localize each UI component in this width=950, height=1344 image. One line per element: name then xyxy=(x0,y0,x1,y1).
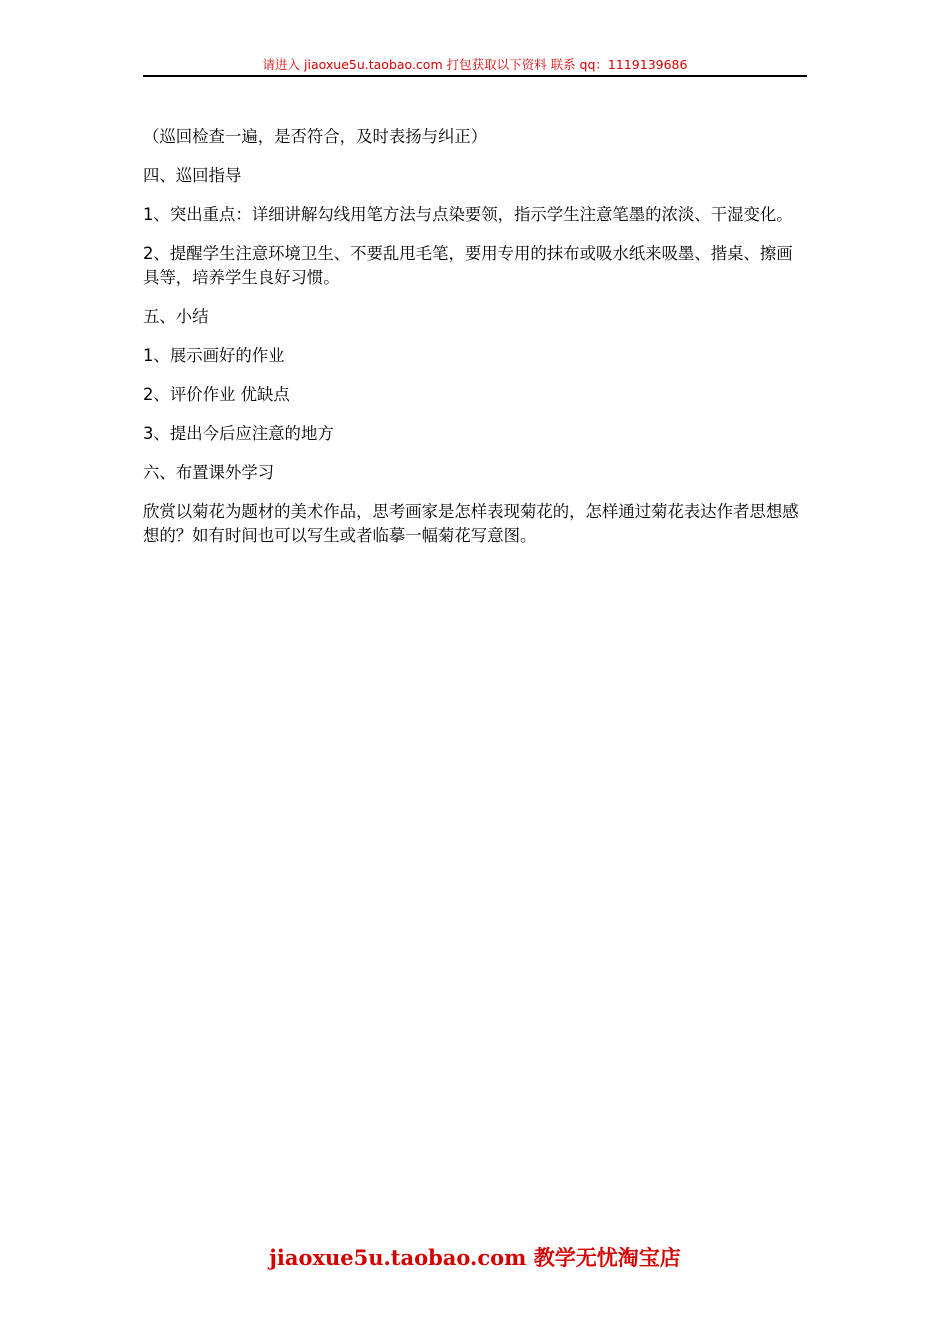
header-text: 请进入 jiaoxue5u.taobao.com 打包获取以下资料 联系 qq：1119139686 xyxy=(262,57,688,72)
paragraph-guidance-1: 1、突出重点：详细讲解勾线用笔方法与点染要领，指示学生注意笔墨的浓淡、干湿变化。 xyxy=(143,205,793,224)
section-heading-summary: 五、小结 xyxy=(143,307,209,326)
paragraph-patrol-check: （巡回检查一遍，是否符合，及时表扬与纠正） xyxy=(143,127,488,146)
footer-text: jiaoxue5u.taobao.com 教学无忧淘宝店 xyxy=(269,1245,681,1270)
section-heading-homework: 六、布置课外学习 xyxy=(143,463,275,482)
paragraph-homework: 欣赏以菊花为题材的美术作品，思考画家是怎样表现菊花的，怎样通过菊花表达作者思想感想的？如有时间也可以写生或者临摹一幅菊花写意图。 xyxy=(143,502,799,545)
paragraph-summary-2: 2、评价作业 优缺点 xyxy=(143,385,290,404)
document-body xyxy=(143,125,807,563)
paragraph-summary-1: 1、展示画好的作业 xyxy=(143,346,285,365)
paragraph-guidance-2: 2、提醒学生注意环境卫生、不要乱甩毛笔，要用专用的抹布或吸水纸来吸墨、揩桌、擦画具等，培养学生良好习惯。 xyxy=(143,244,793,287)
page-footer xyxy=(0,1243,950,1273)
paragraph-summary-3: 3、提出今后应注意的地方 xyxy=(143,424,334,443)
section-heading-guidance: 四、巡回指导 xyxy=(143,166,242,185)
page-header xyxy=(143,56,807,77)
